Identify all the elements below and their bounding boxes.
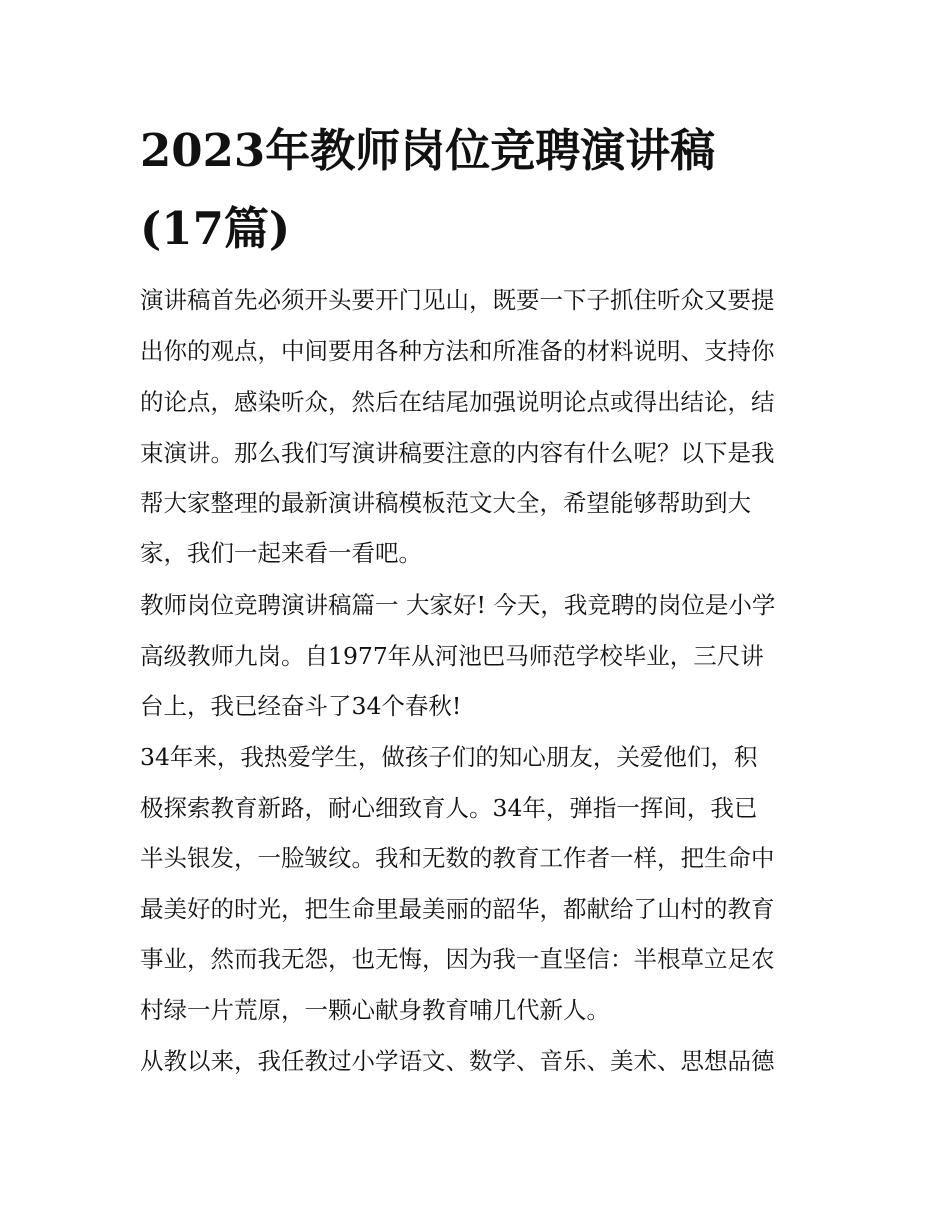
body-line: 34年来，我热爱学生，做孩子们的知心朋友，关爱他们，积: [140, 743, 758, 771]
body-line: 帮大家整理的最新演讲稿模板范文大全，希望能够帮助到大: [140, 489, 751, 517]
body-line: 出你的观点，中间要用各种方法和所准备的材料说明、支持你: [140, 337, 775, 365]
body-line: 教师岗位竞聘演讲稿篇一 大家好! 今天，我竞聘的岗位是小学: [140, 591, 776, 619]
body-line: 的论点，感染听众，然后在结尾加强说明论点或得出结论，结: [140, 388, 775, 416]
body-line: 从教以来，我任教过小学语文、数学、音乐、美术、思想品德: [140, 1047, 775, 1075]
body-line: 束演讲。那么我们写演讲稿要注意的内容有什么呢？以下是我: [140, 439, 775, 467]
document-title-line-2: (17篇): [140, 202, 291, 255]
body-line: 极探索教育新路，耐心细致育人。34年，弹指一挥间，我已: [140, 794, 758, 822]
body-line: 事业，然而我无怨，也无悔，因为我一直坚信：半根草立足农: [140, 945, 775, 973]
document-title-line-1: 2023年教师岗位竞聘演讲稿: [140, 124, 716, 177]
body-line: 最美好的时光，把生命里最美丽的韶华，都献给了山村的教育: [140, 895, 775, 923]
body-line: 半头银发，一脸皱纹。我和无数的教育工作者一样，把生命中: [140, 844, 775, 872]
body-line: 台上，我已经奋斗了34个春秋!: [140, 692, 462, 720]
body-line: 村绿一片荒原，一颗心献身教育哺几代新人。: [140, 996, 610, 1024]
body-line: 家，我们一起来看一看吧。: [140, 539, 422, 567]
body-line: 高级教师九岗。自1977年从河池巴马师范学校毕业，三尺讲: [140, 642, 764, 670]
body-line: 演讲稿首先必须开头要开门见山，既要一下子抓住听众又要提: [140, 286, 775, 314]
